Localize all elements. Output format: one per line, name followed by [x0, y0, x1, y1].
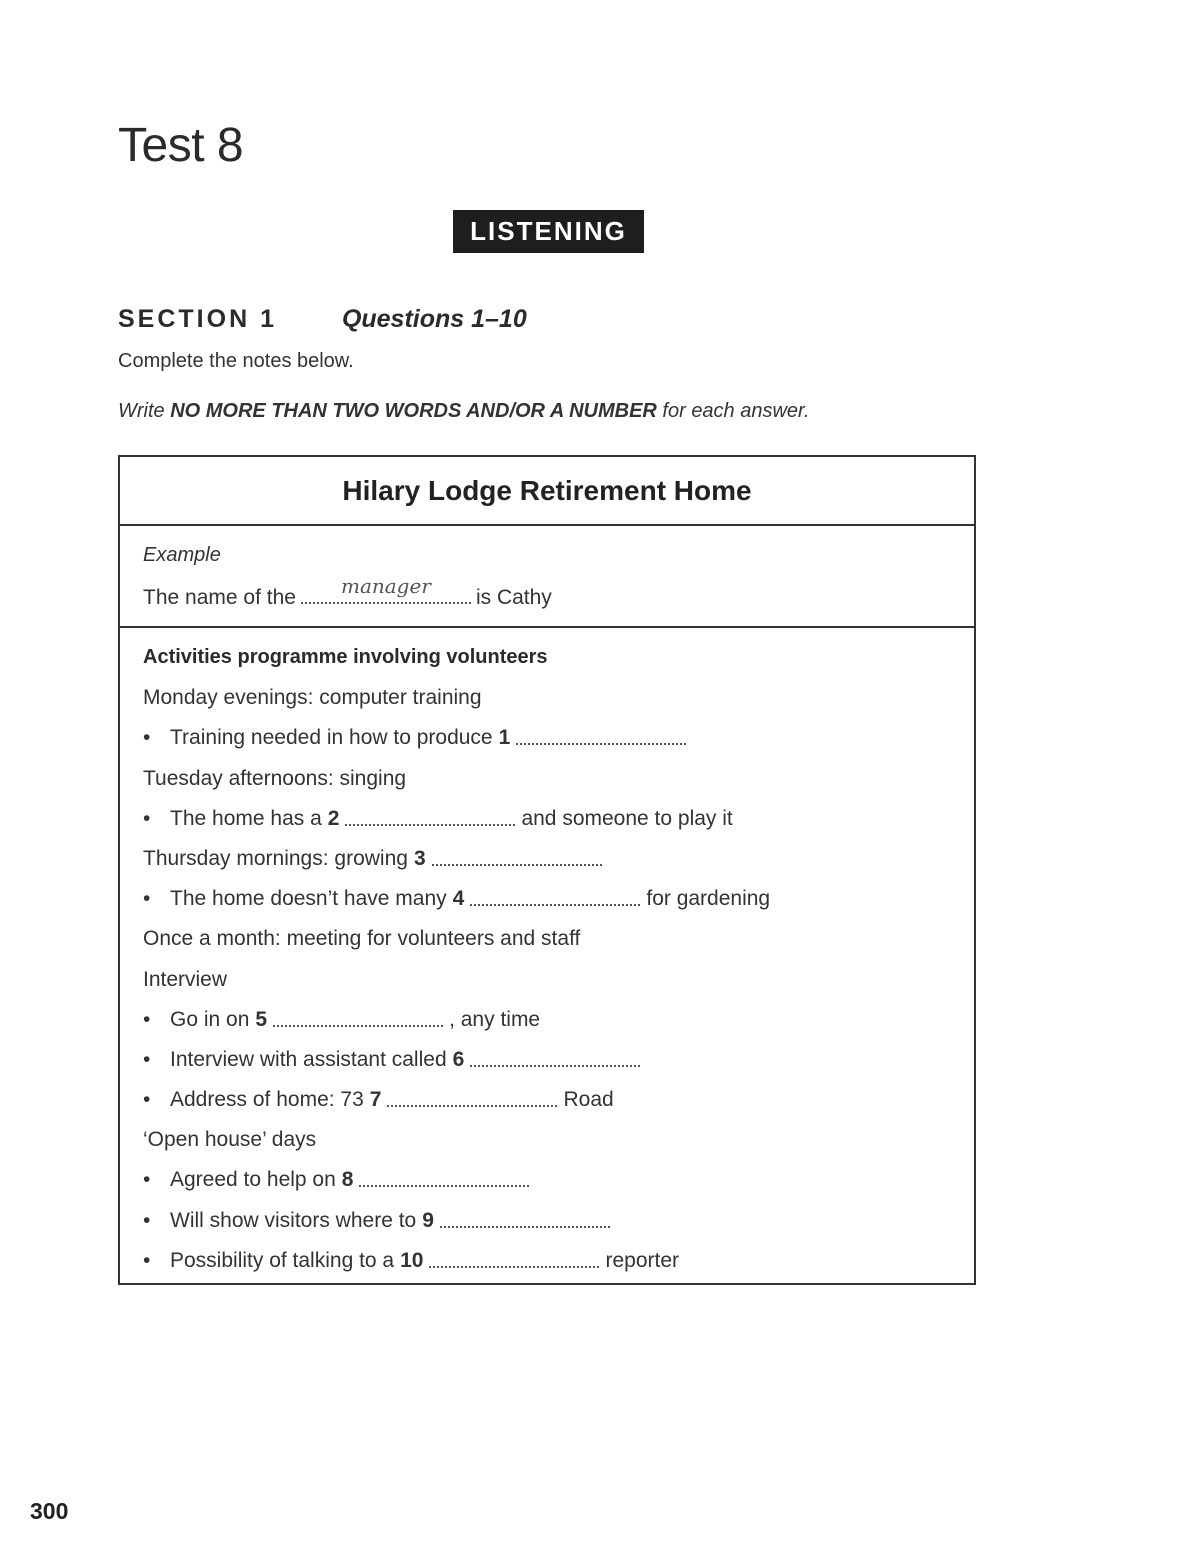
question-number: 1	[498, 726, 511, 750]
bullet-point: •	[143, 806, 151, 830]
bullet-point: •	[143, 887, 151, 911]
notes-line	[143, 847, 951, 887]
answer-blank-10[interactable]	[429, 1249, 599, 1268]
question-number: 2	[327, 806, 340, 830]
note-text: Agreed to help on	[170, 1168, 336, 1192]
answer-blank-9[interactable]	[440, 1209, 610, 1228]
note-text: Will show visitors where to	[170, 1208, 417, 1232]
bullet-point: •	[143, 1047, 151, 1071]
notes-line	[143, 968, 951, 1008]
notes-line	[143, 726, 951, 766]
notes-box	[118, 455, 976, 1285]
example-answer: manager	[340, 574, 431, 598]
example-after: is Cathy	[475, 586, 552, 609]
instruction-suffix: for each answer.	[656, 400, 810, 422]
test-title: Test 8	[118, 119, 244, 172]
notes-line	[143, 767, 951, 807]
instruction-emphasis: NO MORE THAN TWO WORDS AND/OR A NUMBER	[170, 400, 657, 422]
note-text: Thursday mornings: growing	[143, 846, 408, 870]
notes-line	[143, 1008, 951, 1048]
notes-body	[120, 628, 974, 1289]
notes-line	[143, 1249, 951, 1289]
bullet-point: •	[143, 1248, 151, 1272]
answer-blank-4[interactable]	[470, 887, 640, 906]
answer-blank-2[interactable]	[345, 807, 515, 826]
note-text: ‘Open house’ days	[143, 1128, 317, 1152]
instruction-word-limit	[118, 400, 810, 423]
answer-blank-5[interactable]	[273, 1008, 443, 1027]
note-text: , any time	[449, 1007, 541, 1031]
bullet-point: •	[143, 1088, 151, 1112]
answer-blank-7[interactable]	[387, 1088, 557, 1107]
section-heading	[118, 305, 527, 334]
note-text: The home has a	[170, 806, 322, 830]
note-text: Address of home: 73	[170, 1088, 364, 1112]
notes-title: Hilary Lodge Retirement Home	[120, 457, 974, 526]
example-label: Example	[143, 544, 221, 566]
note-text: Monday evenings: computer training	[143, 686, 482, 710]
bullet-point: •	[143, 1208, 151, 1232]
notes-line	[143, 1168, 951, 1208]
question-number: 5	[255, 1007, 268, 1031]
question-number: 9	[422, 1208, 434, 1232]
bullet-point: •	[143, 726, 151, 750]
example-section	[120, 526, 974, 628]
example-before: The name of the	[143, 586, 296, 609]
example-line	[143, 574, 552, 610]
note-text: Road	[563, 1088, 614, 1112]
notes-line	[143, 1128, 951, 1168]
note-text: Go in on	[170, 1007, 250, 1031]
notes-line	[143, 1209, 951, 1249]
page-number: 300	[30, 1498, 69, 1524]
question-number: 8	[341, 1168, 354, 1192]
note-text: for gardening	[646, 887, 771, 911]
question-number: 6	[452, 1047, 465, 1071]
note-text: Activities programme involving volunteers	[143, 646, 548, 668]
notes-line	[143, 887, 951, 927]
note-text: Once a month: meeting for volunteers and staff	[143, 927, 581, 951]
notes-line	[143, 1048, 951, 1088]
example-answer-blank	[301, 574, 471, 604]
answer-blank-3[interactable]	[432, 847, 602, 866]
answer-blank-6[interactable]	[470, 1048, 640, 1067]
note-text: The home doesn’t have many	[170, 887, 447, 911]
instruction-prefix: Write	[118, 400, 171, 422]
notes-line	[143, 686, 951, 726]
notes-section-heading	[143, 646, 951, 686]
question-number: 7	[369, 1088, 382, 1112]
note-text: reporter	[605, 1248, 679, 1272]
bullet-point: •	[143, 1168, 151, 1192]
note-text: Possibility of talking to a	[170, 1248, 395, 1272]
bullet-point: •	[143, 1007, 151, 1031]
note-text: Interview with assistant called	[170, 1047, 447, 1071]
question-number: 4	[452, 887, 465, 911]
listening-badge: LISTENING	[453, 210, 644, 253]
question-number: 10	[400, 1248, 424, 1272]
note-text: Training needed in how to produce	[170, 726, 493, 750]
answer-blank-8[interactable]	[359, 1168, 529, 1187]
note-text: Tuesday afternoons: singing	[143, 766, 407, 790]
answer-blank-1[interactable]	[516, 726, 686, 745]
section-label: SECTION 1	[118, 305, 277, 333]
questions-range: Questions 1–10	[341, 305, 527, 333]
instruction-complete-notes: Complete the notes below.	[118, 350, 354, 372]
note-text: and someone to play it	[521, 806, 733, 830]
note-text: Interview	[143, 967, 228, 991]
notes-line	[143, 807, 951, 847]
question-number: 3	[413, 846, 426, 870]
notes-line	[143, 1088, 951, 1128]
notes-line	[143, 927, 951, 967]
